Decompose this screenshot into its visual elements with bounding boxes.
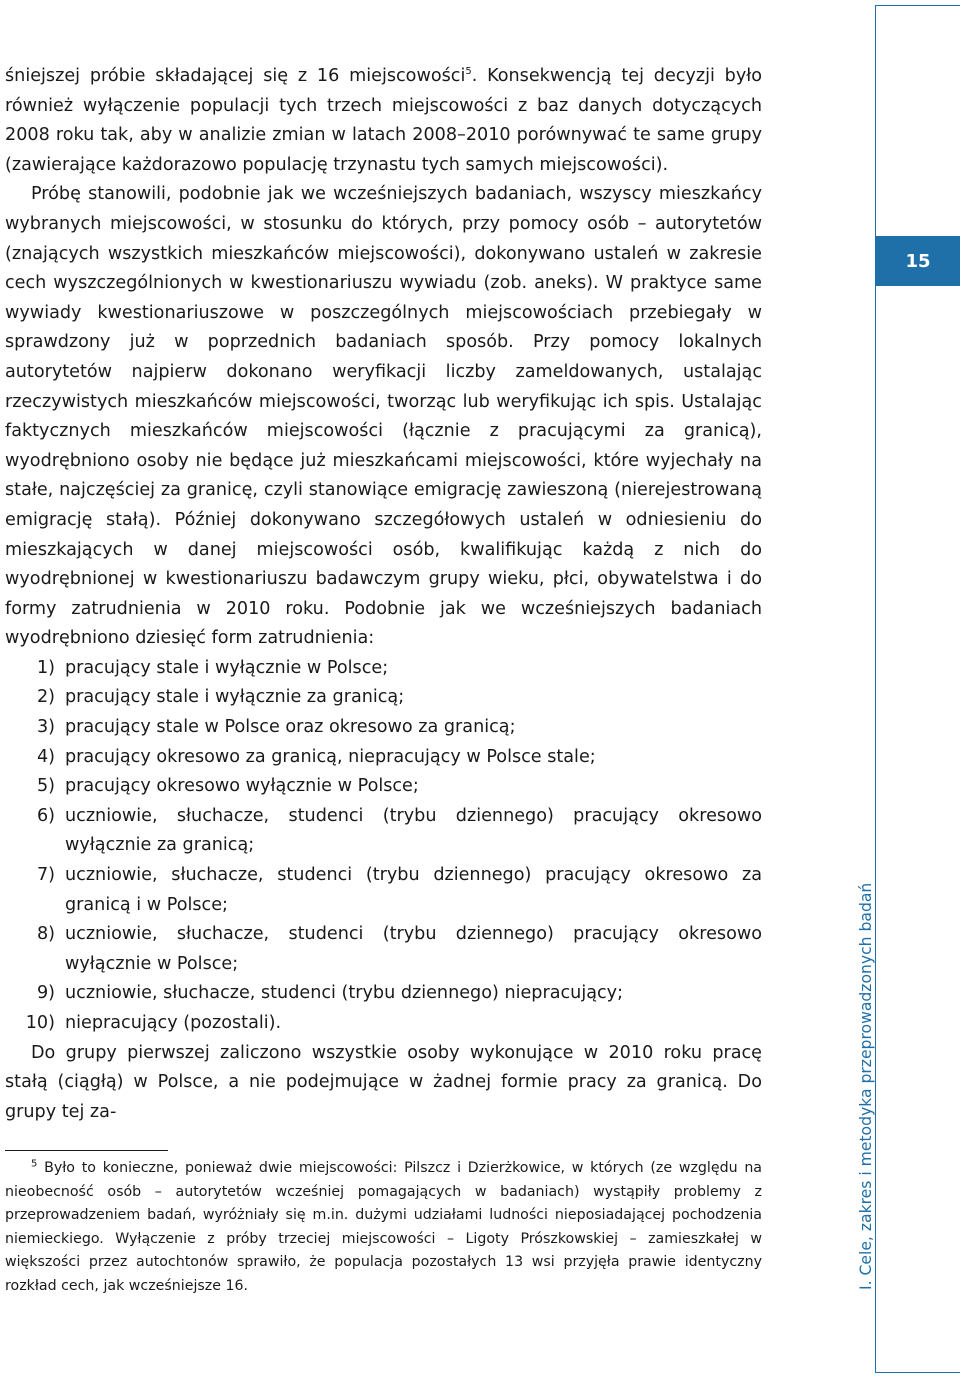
list-item-text: uczniowie, słuchacze, studenci (trybu dziennego) pracujący okresowo wyłącznie w Polsce; bbox=[65, 924, 762, 974]
list-item-number: 6) bbox=[36, 805, 55, 826]
list-item-number: 10) bbox=[25, 1013, 55, 1033]
list-item-number: 3) bbox=[36, 717, 55, 738]
list-item-text: niepracujący (pozostali). bbox=[65, 1013, 282, 1033]
footnote-marker: 5 bbox=[31, 1158, 38, 1170]
list-item-text: pracujący stale w Polsce oraz okresowo za granicą; bbox=[65, 717, 516, 738]
group1-paragraph: Do grupy pierwszej zaliczono wszystkie osoby wykonujące w 2010 roku pracę stałą (ciągłą) w Polsce, a nie podejmujące w żadnej formie pracy za granicą. Do grupy tej za- bbox=[5, 1042, 762, 1122]
side-panel-frame bbox=[875, 5, 960, 1373]
list-item-number: 4) bbox=[36, 746, 55, 767]
list-item-number: 1) bbox=[36, 657, 55, 678]
list-item bbox=[5, 920, 762, 979]
page-number: 15 bbox=[905, 250, 931, 272]
footnote-text: Było to konieczne, ponieważ dwie miejscowości: Pilszcz i Dzierżkowice, w których (ze względu na nieobecność osób – autorytetów wcześniej pomagających w badaniach) wystąpiły problemy z przeprowadzeniem badań, wyróżniały się m.in. dużymi udziałami ludności nieposiadającej pochodzenia niemieckiego. Wyłączenie z próby trzeciej miejscowości – Ligoty Prószkowskiej – zamieszkałej w większości przez autochtonów sprawiło, że populacja pozostałych 13 wsi przyjęła prawie identyczny rozkład cech, jak wcześniejsze 16. bbox=[5, 1160, 762, 1294]
list-item-text: pracujący stale i wyłącznie za granicą; bbox=[65, 687, 405, 708]
list-item bbox=[5, 979, 762, 1009]
page-number-box bbox=[876, 236, 960, 286]
list-item-text: pracujący okresowo wyłącznie w Polsce; bbox=[65, 776, 419, 797]
list-item-text: pracujący stale i wyłącznie w Polsce; bbox=[65, 657, 389, 678]
list-item bbox=[5, 683, 762, 713]
list-item-number: 5) bbox=[36, 776, 55, 797]
list-item bbox=[5, 772, 762, 802]
list-item-number: 7) bbox=[36, 865, 55, 886]
list-item-number: 8) bbox=[36, 924, 55, 945]
footnote bbox=[5, 1157, 762, 1299]
list-item bbox=[5, 861, 762, 920]
list-item-text: uczniowie, słuchacze, studenci (trybu dziennego) pracujący okresowo wyłącznie za granicą; bbox=[65, 805, 762, 856]
footnote-paragraph bbox=[5, 1157, 762, 1299]
chapter-title-vertical: I. Cele, zakres i metodyka przeprowadzonych badań bbox=[857, 882, 875, 1290]
list-item bbox=[5, 654, 762, 684]
list-item bbox=[5, 1009, 762, 1039]
list-item bbox=[5, 802, 762, 861]
list-item bbox=[5, 743, 762, 773]
list-item bbox=[5, 713, 762, 743]
sample-paragraph: Próbę stanowili, podobnie jak we wcześniejszych badaniach, wszyscy mieszkańcy wybranych miejscowości, w stosunku do których, przy pomocy osób – autorytetów (znających wszystkich mieszkańców miejscowości), dokonywano ustaleń w zakresie cech wyszczególnionych w kwestionariuszu wywiadu (zob. aneks). W praktyce same wywiady kwestionariuszowe w poszczególnych miejscowościach przebiegały w sprawdzony już w poprzednich badaniach sposób. Przy pomocy lokalnych autorytetów najpierw dokonano weryfikacji liczby zameldowanych, ustalając rzeczywistych mieszkańców miejscowości, tworząc lub weryfikując ich spis. Ustalając faktycznych mieszkańców miejscowości (łącznie z pracującymi za granicą), wyodrębniono osoby nie będące już mieszkańcami miejscowości, które wyjechały na stałe, najczęściej za granicę, czyli stanowiące emigrację zawieszoną (nierejestrowaną emigrację stałą). Później dokonywano szczegółowych ustaleń w odniesieniu do mieszkających w danej miejscowości osób, kwalifikując każdą z nich do wyodrębnionej w kwestionariuszu badawczym grupy wieku, płci, obywatelstwa i do formy zatrudnienia w 2010 roku. Podobnie jak we wcześniejszych badaniach wyodrębniono dziesięć form zatrudnienia: bbox=[5, 184, 762, 649]
footnote-divider bbox=[5, 1150, 168, 1151]
list-item-text: uczniowie, słuchacze, studenci (trybu dziennego) pracujący okresowo za granicą i w Polsce; bbox=[65, 865, 762, 915]
list-item-number: 2) bbox=[36, 687, 55, 708]
employment-forms-list bbox=[5, 654, 762, 1039]
intro-paragraph bbox=[5, 62, 762, 180]
list-item-text: uczniowie, słuchacze, studenci (trybu dziennego) niepracujący; bbox=[65, 983, 624, 1004]
list-item-text: pracujący okresowo za granicą, niepracujący w Polsce stale; bbox=[65, 746, 596, 767]
intro-text-after: . Konsekwencją tej decyzji było również wyłączenie populacji tych trzech miejscowości z baz danych dotyczących 2008 roku tak, aby w analizie zmian w latach 2008–2010 porównywać te same grupy (zawierające każdorazowo populację trzynastu tych samych miejscowości). bbox=[5, 66, 762, 175]
intro-text-before: śniejszej próbie składającej się z 16 miejscowości bbox=[5, 66, 466, 86]
footnote-reference[interactable]: 5 bbox=[465, 66, 472, 78]
list-item-number: 9) bbox=[36, 983, 55, 1004]
main-text bbox=[5, 62, 762, 1127]
